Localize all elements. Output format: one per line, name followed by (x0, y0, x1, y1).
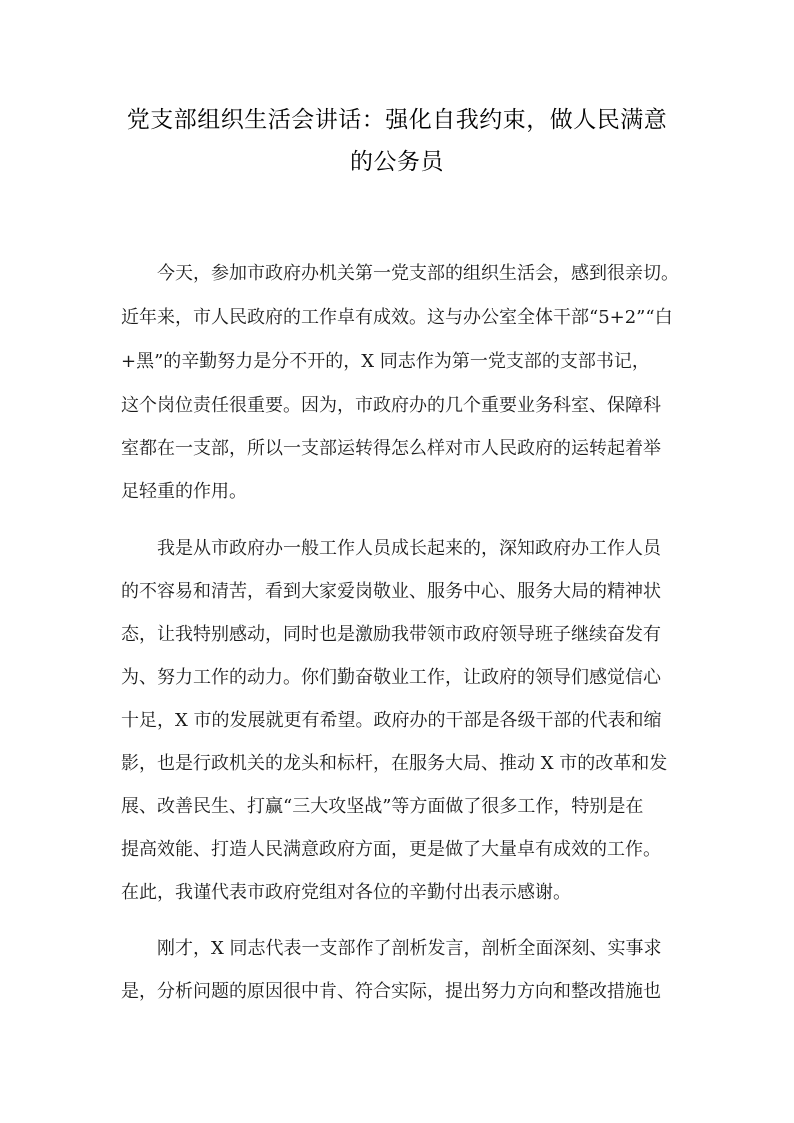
paragraph-1-line-3: +黑”的辛勤努力是分不开的，X 同志作为第一党支部的支部书记， (121, 351, 650, 372)
paragraph-2-line-2: 的不容易和清苦，看到大家爱岗敬业、服务中心、服务大局的精神状 (121, 581, 661, 602)
document-title-line-1: 党支部组织生活会讲话：强化自我约束，做人民满意 (126, 107, 668, 133)
paragraph-1-line-5: 室都在一支部，所以一支部运转得怎么样对市人民政府的运转起着举 (121, 438, 661, 459)
paragraph-3-line-1: 刚才，X 同志代表一支部作了剖析发言，剖析全面深刻、实事求 (157, 938, 662, 959)
paragraph-1-line-4: 这个岗位责任很重要。因为，市政府办的几个重要业务科室、保障科 (121, 395, 661, 416)
paragraph-2-line-3: 态，让我特别感动，同时也是激励我带领市政府领导班子继续奋发有 (121, 624, 661, 645)
paragraph-2-line-1: 我是从市政府办一般工作人员成长起来的，深知政府办工作人员 (157, 538, 661, 559)
paragraph-2-line-5: 十足，X 市的发展就更有希望。政府办的干部是各级干部的代表和缩 (121, 710, 662, 731)
paragraph-3-line-2: 是，分析问题的原因很中肯、符合实际，提出努力方向和整改措施也 (121, 981, 661, 1002)
paragraph-2-line-6: 影，也是行政机关的龙头和标杆，在服务大局、推动 X 市的改革和发 (121, 753, 668, 774)
paragraph-2-line-9: 在此，我谨代表市政府党组对各位的辛勤付出表示感谢。 (121, 882, 571, 903)
paragraph-2-line-4: 为、努力工作的动力。你们勤奋敬业工作，让政府的领导们感觉信心 (121, 667, 661, 688)
paragraph-1-line-2: 近年来，市人民政府的工作卓有成效。这与办公室全体干部“5+2”“白 (121, 307, 673, 328)
paragraph-2-line-7: 展、改善民生、打赢“三大攻坚战”等方面做了很多工作，特别是在 (121, 796, 644, 817)
paragraph-1-line-6: 足轻重的作用。 (121, 481, 247, 502)
paragraph-2-line-8: 提高效能、打造人民满意政府方面，更是做了大量卓有成效的工作。 (121, 839, 661, 860)
document-title-line-2: 的公务员 (350, 149, 444, 175)
paragraph-1-line-1: 今天，参加市政府办机关第一党支部的组织生活会，感到很亲切。 (157, 263, 679, 284)
